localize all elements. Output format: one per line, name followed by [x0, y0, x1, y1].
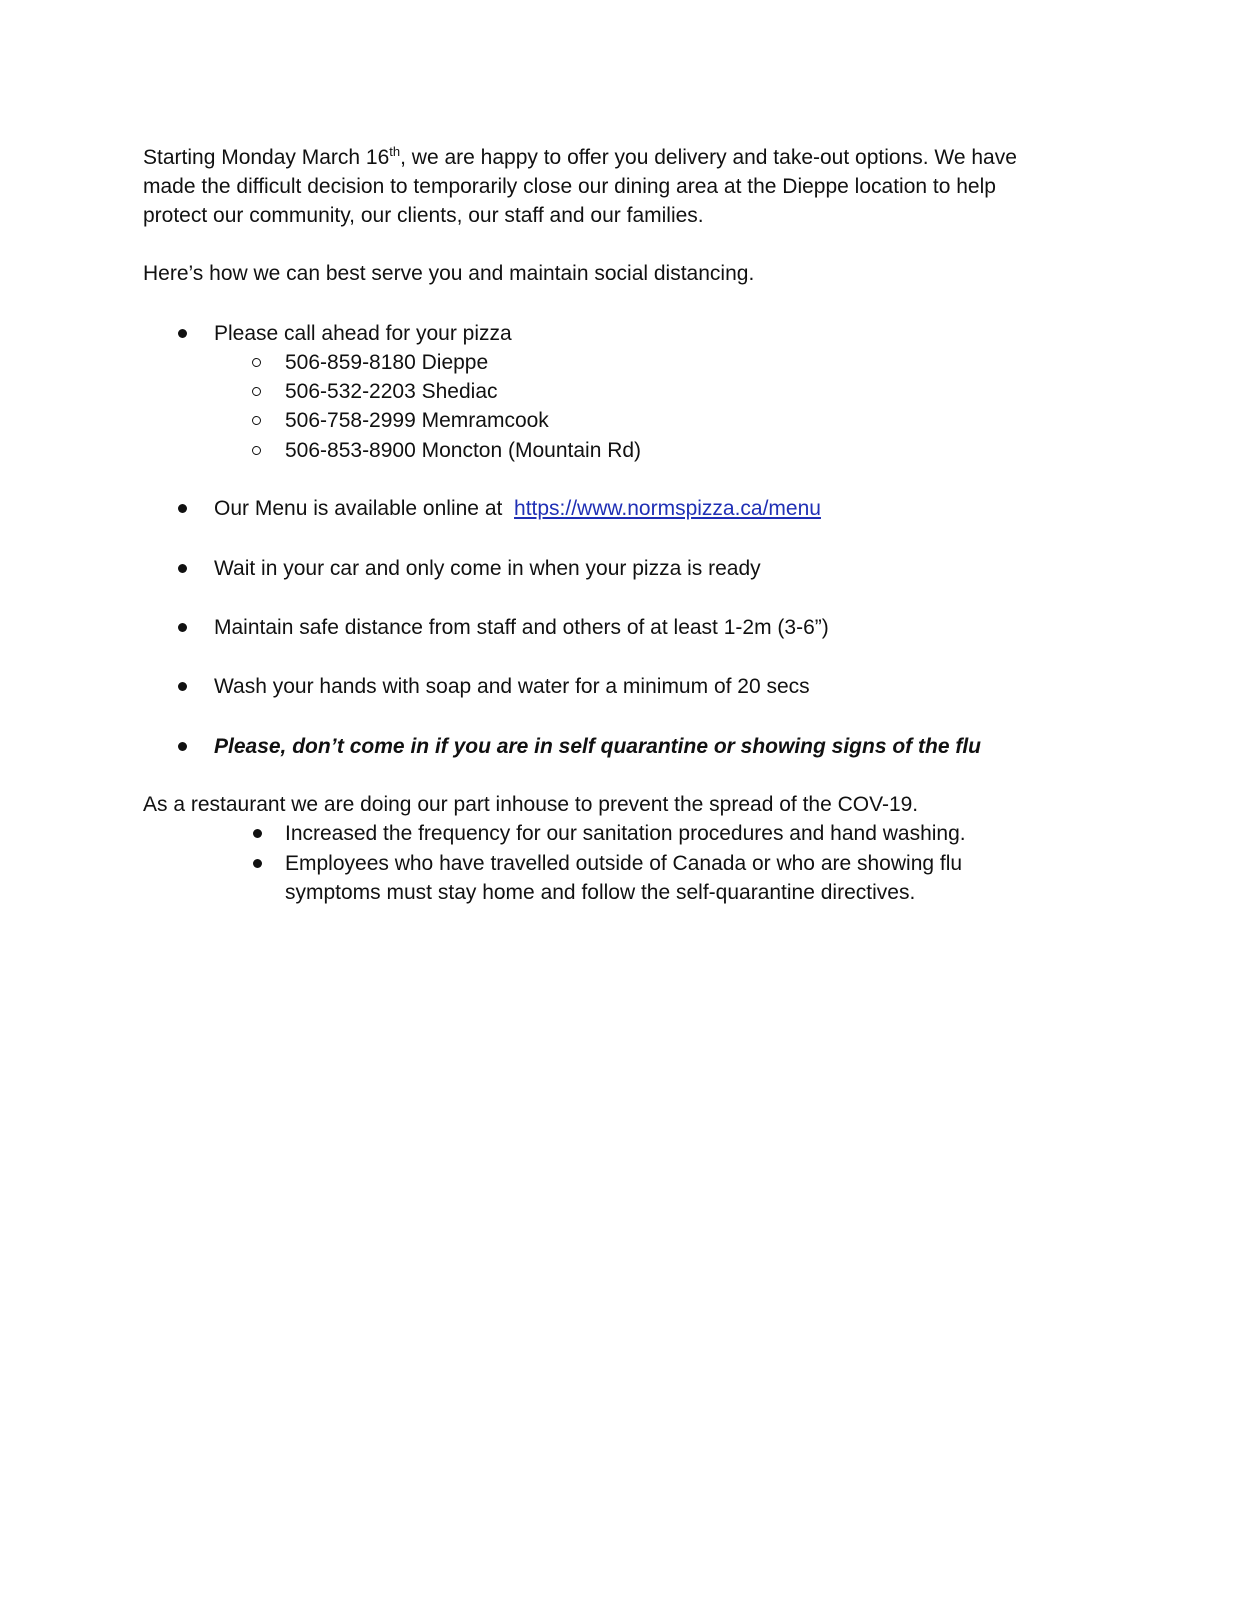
distance-item: Maintain safe distance from staff and others of at least 1-2m (3-6”) [214, 616, 829, 639]
bullet-icon [178, 329, 187, 338]
circle-bullet-icon [252, 358, 261, 367]
phone-shediac: 506-532-2203 Shediac [285, 380, 498, 403]
quarantine-item: Please, don’t come in if you are in self quarantine or showing signs of the flu [214, 735, 981, 758]
bullet-icon [178, 504, 187, 513]
phone-dieppe: 506-859-8180 Dieppe [285, 351, 489, 374]
bullet-icon [178, 623, 187, 632]
bullet-icon [178, 742, 187, 751]
phone-moncton: 506-853-8900 Moncton (Mountain Rd) [285, 439, 642, 462]
bullet-icon [178, 564, 187, 573]
circle-bullet-icon [252, 387, 261, 396]
restaurant-heading: As a restaurant we are doing our part inhouse to prevent the spread of the COV-19. [143, 793, 919, 816]
phone-memramcook: 506-758-2999 Memramcook [285, 409, 549, 432]
intro-line-3: protect our community, our clients, our staff and our families. [143, 204, 704, 227]
bullet-icon [253, 829, 262, 838]
menu-item [214, 494, 821, 523]
menu-link[interactable]: https://www.normspizza.ca/menu [514, 497, 821, 520]
howto-line: Here’s how we can best serve you and maintain social distancing. [143, 262, 755, 285]
intro-line-1: Starting Monday March 16th, we are happy to offer you delivery and take-out options. We have [143, 144, 1017, 169]
circle-bullet-icon [252, 446, 261, 455]
employees-item-line-1: Employees who have travelled outside of Canada or who are showing flu [285, 852, 963, 875]
menu-text: Our Menu is available online at [214, 497, 503, 520]
bullet-icon [178, 682, 187, 691]
sanitation-item: Increased the frequency for our sanitation procedures and hand washing. [285, 822, 966, 845]
circle-bullet-icon [252, 416, 261, 425]
employees-item-line-2: symptoms must stay home and follow the self-quarantine directives. [285, 881, 916, 904]
wash-item: Wash your hands with soap and water for a minimum of 20 secs [214, 675, 810, 698]
call-ahead-item: Please call ahead for your pizza [214, 322, 512, 345]
bullet-icon [253, 859, 262, 868]
intro-line-2: made the difficult decision to temporarily close our dining area at the Dieppe location to help [143, 175, 996, 198]
wait-item: Wait in your car and only come in when your pizza is ready [214, 557, 761, 580]
